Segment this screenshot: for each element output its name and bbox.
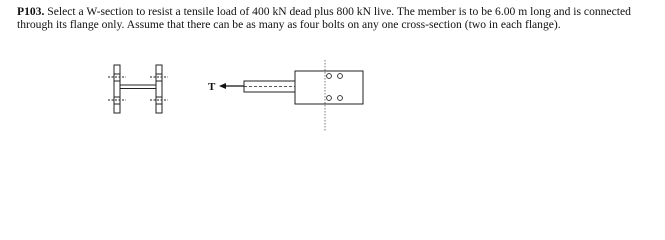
bolt-icon <box>327 74 332 79</box>
w-section-cross-section-icon <box>108 65 168 113</box>
problem-number: P103. <box>17 5 45 18</box>
tension-arrow-icon <box>219 83 244 89</box>
bolt-icon <box>338 96 343 101</box>
member-elevation <box>244 60 363 132</box>
problem-text: Select a W-section to resist a tensile load of 400 kN dead plus 800 kN live. The member is to be 6.00 m long and is connected through its flange only. Assume that there can be as many as four bolts on any one cross-section (two in each flange). <box>17 5 631 31</box>
tension-label: T <box>208 81 216 93</box>
bolt-icon <box>327 96 332 101</box>
bolt-icon <box>338 74 343 79</box>
